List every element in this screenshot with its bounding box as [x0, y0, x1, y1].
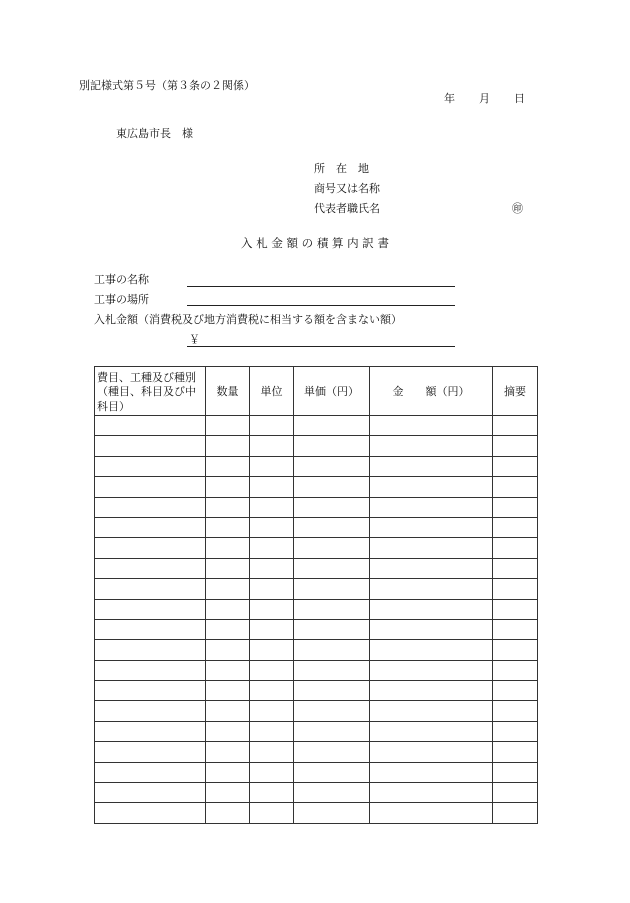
project-location-line	[187, 305, 455, 306]
table-header-row	[95, 367, 538, 416]
date-day-label: 日	[514, 92, 525, 105]
table-cell	[493, 517, 538, 537]
header-unit: 単位	[250, 367, 294, 416]
table-cell	[370, 497, 493, 517]
table-cell	[370, 436, 493, 456]
table-cell	[250, 477, 294, 497]
table-cell	[250, 456, 294, 476]
table-cell	[493, 497, 538, 517]
table-cell	[294, 517, 370, 537]
table-cell	[95, 660, 206, 680]
date-month-label: 月	[479, 92, 490, 105]
table-cell	[294, 701, 370, 721]
project-location-label: 工事の場所	[94, 293, 149, 306]
table-cell	[206, 538, 250, 558]
breakdown-table	[94, 366, 538, 824]
table-cell	[206, 477, 250, 497]
sender-representative-label: 代表者職氏名	[314, 202, 380, 215]
table-cell	[493, 436, 538, 456]
table-cell	[294, 660, 370, 680]
bid-amount-label: 入札金額（消費税及び地方消費税に相当する額を含まない額）	[94, 313, 402, 326]
table-cell	[95, 803, 206, 823]
table-cell	[493, 681, 538, 701]
table-cell	[294, 477, 370, 497]
header-unit-price: 単価（円）	[294, 367, 370, 416]
table-cell	[370, 721, 493, 741]
table-cell	[206, 456, 250, 476]
table-cell	[294, 558, 370, 578]
table-cell	[250, 497, 294, 517]
table-cell	[95, 640, 206, 660]
table-cell	[206, 783, 250, 803]
table-cell	[370, 803, 493, 823]
table-cell	[206, 579, 250, 599]
table-cell	[206, 660, 250, 680]
table-cell	[95, 783, 206, 803]
header-quantity: 数量	[206, 367, 250, 416]
table-row	[95, 681, 538, 701]
table-cell	[370, 558, 493, 578]
table-cell	[370, 681, 493, 701]
table-cell	[206, 721, 250, 741]
table-row	[95, 660, 538, 680]
table-cell	[250, 538, 294, 558]
table-cell	[250, 579, 294, 599]
form-number: 別記様式第５号（第３条の２関係）	[79, 79, 255, 92]
table-row	[95, 538, 538, 558]
table-cell	[206, 436, 250, 456]
table-cell	[250, 681, 294, 701]
table-row	[95, 742, 538, 762]
table-cell	[250, 599, 294, 619]
table-cell	[370, 742, 493, 762]
project-name-label: 工事の名称	[94, 273, 149, 286]
table-cell	[493, 660, 538, 680]
table-cell	[250, 783, 294, 803]
header-cost-item: 費目、工種及び種別（種目、科目及び中科目）	[95, 367, 206, 416]
table-cell	[493, 456, 538, 476]
table-cell	[95, 701, 206, 721]
table-row	[95, 721, 538, 741]
table-cell	[206, 681, 250, 701]
table-cell	[95, 599, 206, 619]
yen-symbol: ￥	[189, 333, 200, 346]
table-cell	[294, 721, 370, 741]
table-cell	[250, 660, 294, 680]
table-cell	[493, 701, 538, 721]
document-title: 入 札 金 額 の 積 算 内 訳 書	[241, 236, 389, 250]
table-cell	[493, 640, 538, 660]
table-cell	[95, 456, 206, 476]
table-row	[95, 803, 538, 823]
table-cell	[250, 701, 294, 721]
table-cell	[493, 742, 538, 762]
table-cell	[95, 762, 206, 782]
table-cell	[95, 477, 206, 497]
table-cell	[294, 783, 370, 803]
table-cell	[294, 619, 370, 639]
table-cell	[250, 640, 294, 660]
table-cell	[370, 517, 493, 537]
table-row	[95, 640, 538, 660]
table-cell	[294, 497, 370, 517]
table-cell	[493, 599, 538, 619]
addressee: 東広島市長 様	[116, 127, 193, 140]
table-cell	[493, 579, 538, 599]
table-cell	[294, 640, 370, 660]
table-cell	[95, 416, 206, 436]
table-row	[95, 579, 538, 599]
date-year-label: 年	[444, 92, 455, 105]
table-cell	[370, 783, 493, 803]
table-cell	[206, 599, 250, 619]
table-row	[95, 599, 538, 619]
table-cell	[250, 619, 294, 639]
table-cell	[206, 742, 250, 762]
table-row	[95, 701, 538, 721]
bid-amount-line	[187, 346, 455, 347]
header-amount: 金 額（円）	[370, 367, 493, 416]
table-row	[95, 783, 538, 803]
table-cell	[250, 416, 294, 436]
table-cell	[250, 803, 294, 823]
table-cell	[294, 742, 370, 762]
table-cell	[294, 456, 370, 476]
table-cell	[206, 558, 250, 578]
table-cell	[206, 416, 250, 436]
table-cell	[370, 416, 493, 436]
table-cell	[250, 721, 294, 741]
table-cell	[206, 619, 250, 639]
table-cell	[493, 558, 538, 578]
table-cell	[370, 599, 493, 619]
table-cell	[206, 517, 250, 537]
table-cell	[370, 456, 493, 476]
table-cell	[206, 762, 250, 782]
sender-company-label: 商号又は名称	[314, 182, 380, 195]
table-cell	[370, 477, 493, 497]
table-row	[95, 497, 538, 517]
table-row	[95, 477, 538, 497]
table-row	[95, 456, 538, 476]
table-cell	[294, 681, 370, 701]
table-cell	[250, 436, 294, 456]
table-cell	[370, 619, 493, 639]
table-cell	[294, 762, 370, 782]
header-remarks: 摘要	[493, 367, 538, 416]
table-cell	[95, 558, 206, 578]
table-cell	[493, 783, 538, 803]
table-cell	[493, 477, 538, 497]
table-cell	[370, 762, 493, 782]
table-cell	[294, 579, 370, 599]
table-cell	[206, 803, 250, 823]
table-cell	[250, 517, 294, 537]
table-row	[95, 517, 538, 537]
table-cell	[294, 803, 370, 823]
table-cell	[294, 599, 370, 619]
table-cell	[250, 742, 294, 762]
table-cell	[370, 701, 493, 721]
table-cell	[206, 497, 250, 517]
table-cell	[493, 721, 538, 741]
table-body	[95, 416, 538, 824]
table-cell	[95, 619, 206, 639]
table-cell	[294, 436, 370, 456]
table-row	[95, 436, 538, 456]
project-name-line	[187, 286, 455, 287]
table-cell	[493, 619, 538, 639]
table-cell	[95, 681, 206, 701]
table-cell	[493, 803, 538, 823]
table-cell	[206, 640, 250, 660]
table-row	[95, 416, 538, 436]
table-row	[95, 762, 538, 782]
table-cell	[493, 538, 538, 558]
table-cell	[95, 436, 206, 456]
table-cell	[95, 579, 206, 599]
table-cell	[294, 416, 370, 436]
table-cell	[250, 558, 294, 578]
table-row	[95, 619, 538, 639]
table-cell	[250, 762, 294, 782]
seal-mark: ㊞	[512, 202, 523, 215]
table-cell	[493, 416, 538, 436]
sender-address-label: 所 在 地	[314, 162, 369, 175]
table-cell	[370, 640, 493, 660]
table-cell	[95, 517, 206, 537]
table-cell	[493, 762, 538, 782]
table-cell	[294, 538, 370, 558]
table-cell	[95, 721, 206, 741]
table-cell	[370, 579, 493, 599]
table-cell	[95, 497, 206, 517]
table-cell	[370, 660, 493, 680]
table-cell	[206, 701, 250, 721]
table-cell	[370, 538, 493, 558]
table-row	[95, 558, 538, 578]
table-cell	[95, 538, 206, 558]
table-cell	[95, 742, 206, 762]
